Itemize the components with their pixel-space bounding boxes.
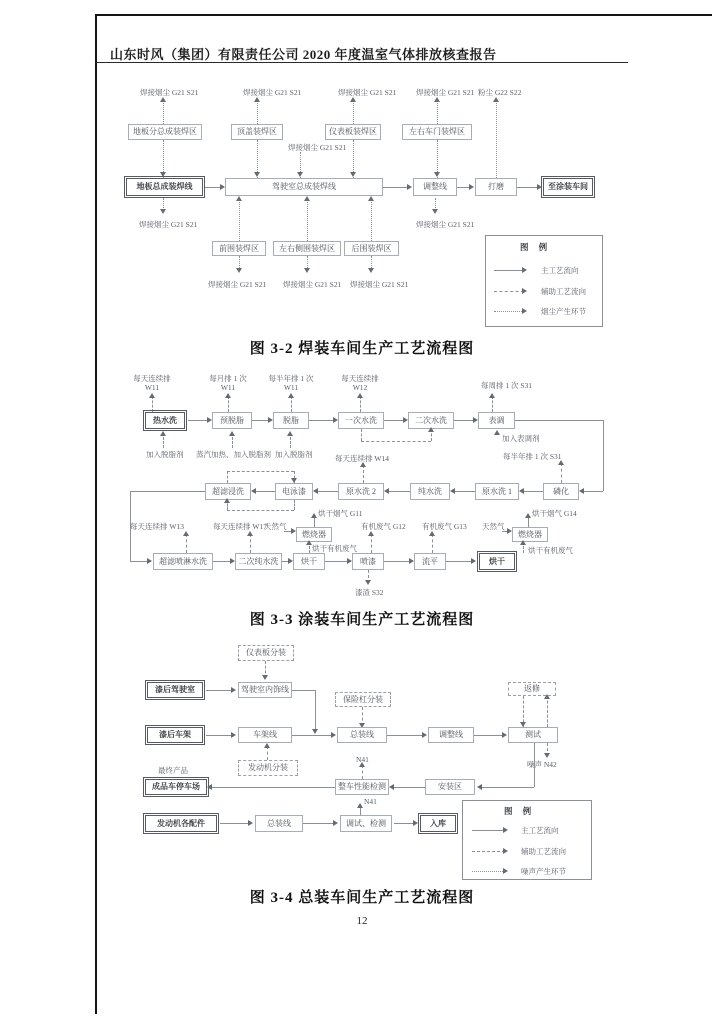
arrowhead	[347, 558, 352, 564]
discharge-label: 每周排 1 次 S31	[481, 381, 533, 390]
arrowhead	[493, 97, 499, 102]
arrowhead	[231, 732, 236, 738]
process-box-start: 热水洗	[145, 412, 185, 429]
arrowhead	[579, 488, 584, 494]
flow-line	[152, 396, 153, 412]
arrowhead	[413, 820, 418, 826]
process-box: 地板分总成装焊区	[128, 124, 202, 140]
arrowhead	[450, 488, 455, 494]
flow-line	[255, 491, 275, 492]
figure-caption: 图 3-3 涂装车间生产工艺流程图	[249, 612, 475, 628]
process-box: 整车性能检测	[335, 779, 389, 795]
emission-label: 粉尘 G22 S22	[478, 88, 522, 97]
flow-line	[561, 463, 562, 483]
process-box-end: 成品车停车场	[145, 779, 207, 795]
emission-label: 焊接烟尘 G21 S21	[208, 280, 267, 289]
process-box: 调整线	[413, 178, 457, 196]
process-box-start: 发动机各配件	[145, 815, 217, 832]
discharge-label-line2: W12	[352, 383, 368, 392]
process-box-start: 地板总成装焊线	[126, 178, 203, 196]
flow-line	[220, 823, 249, 824]
page-number: 12	[356, 915, 368, 927]
flow-line	[205, 187, 221, 188]
process-box-end: 烘干	[479, 553, 515, 570]
arrowhead	[368, 531, 374, 536]
discharge-label	[263, 374, 319, 392]
subassembly-box: 仪表板分装	[238, 645, 294, 661]
arrowhead	[288, 558, 293, 564]
fuel-label: 天然气	[482, 522, 505, 531]
arrowhead	[428, 427, 434, 432]
emission-label: 焊接烟尘 G21 S21	[243, 88, 302, 97]
flow-line	[227, 510, 294, 511]
flow-line	[325, 561, 348, 562]
arrowhead	[360, 462, 366, 467]
flow-line	[362, 765, 363, 779]
flow-line	[353, 100, 354, 124]
flow-line	[387, 735, 424, 736]
process-box: 纯水洗	[410, 483, 450, 500]
emission-label: 焊接烟尘 G21 S21	[140, 88, 199, 97]
flow-line	[492, 396, 493, 412]
flow-line	[317, 491, 338, 492]
process-box: 原水洗 1	[475, 483, 519, 500]
process-box-end: 入库	[420, 815, 456, 832]
arrowhead	[247, 531, 253, 536]
process-box: 前围装焊区	[212, 241, 266, 256]
flow-line	[252, 420, 269, 421]
legend-line-solid	[494, 270, 524, 271]
emission-label: 焊接烟尘 G21 S21	[338, 88, 397, 97]
process-box: 调试、检测	[340, 815, 392, 832]
additive-note: 蒸汽加热、加入脱脂剂	[196, 450, 271, 459]
arrowhead	[494, 430, 500, 435]
flow-line	[188, 420, 208, 421]
arrowhead	[333, 820, 338, 826]
arrowhead	[304, 196, 310, 201]
arrowhead	[313, 488, 318, 494]
process-box: 总装线	[337, 727, 387, 743]
legend-item: 噪声产生环节	[521, 867, 566, 876]
emission-label: 焊接烟尘 G21 S21	[350, 280, 409, 289]
arrowhead	[384, 488, 389, 494]
process-box: 安装区	[425, 779, 475, 795]
arrowhead	[254, 172, 260, 177]
arrowhead	[409, 558, 414, 564]
discharge-label: 每天连续排 W14	[335, 454, 389, 463]
arrowhead	[525, 513, 531, 518]
arrowhead	[149, 393, 155, 398]
flow-line	[534, 743, 535, 787]
arrowhead	[403, 417, 408, 423]
flow-line	[186, 534, 187, 553]
arrowhead	[229, 431, 235, 436]
legend-line-dotted	[472, 871, 505, 872]
noise-label: N41	[356, 755, 369, 764]
arrowhead	[160, 209, 166, 214]
fuel-label: 天然气	[264, 522, 287, 531]
arrowhead	[357, 803, 363, 808]
flow-line	[523, 491, 543, 492]
flow-line	[206, 690, 232, 691]
flow-line	[432, 534, 433, 553]
arrowhead	[359, 762, 365, 767]
process-box: 后围装焊区	[344, 241, 399, 256]
flow-line	[227, 471, 228, 483]
flow-line	[307, 198, 308, 241]
discharge-label-line2: W11	[144, 383, 160, 392]
additive-note: 加入脱脂剂	[146, 450, 184, 459]
flow-line	[371, 534, 372, 553]
flow-line	[292, 690, 315, 691]
arrowhead	[432, 209, 438, 214]
process-box: 预脱脂	[212, 412, 252, 429]
emission-label: 烘干烟气 G11	[318, 509, 363, 518]
flow-line	[213, 561, 231, 562]
process-box: 超滤喷淋水洗	[153, 553, 213, 570]
header-rule	[95, 62, 628, 63]
legend-item: 主工艺流向	[521, 826, 559, 835]
arrowhead	[422, 732, 427, 738]
arrowhead	[230, 558, 235, 564]
flow-line	[309, 420, 334, 421]
process-box: 一次水洗	[338, 412, 384, 429]
flow-line	[361, 441, 431, 442]
process-box: 原水洗 2	[338, 483, 384, 500]
arrowhead	[160, 172, 166, 177]
legend-item: 辅助工艺流向	[521, 847, 566, 856]
process-box: 二次水洗	[408, 412, 454, 429]
arrowhead	[519, 488, 524, 494]
process-box: 流平	[414, 553, 446, 570]
flow-line	[517, 187, 539, 188]
discharge-label-line1: 每天连续排	[133, 374, 171, 383]
arrowhead	[236, 196, 242, 201]
flow-line	[292, 735, 333, 736]
arrowhead	[160, 431, 166, 436]
arrowhead	[333, 417, 338, 423]
emission-label: 焊接烟尘 G21 S21	[416, 88, 475, 97]
discharge-label: 每天连续排 W17	[213, 522, 267, 531]
arrowhead	[264, 743, 270, 748]
discharge-label-line2: W11	[220, 383, 236, 392]
flow-line	[474, 735, 504, 736]
flow-line	[206, 735, 232, 736]
arrowhead	[522, 288, 527, 294]
legend-line-dotted	[494, 311, 524, 312]
discharge-label-line2: W11	[283, 383, 299, 392]
arrowhead	[471, 558, 476, 564]
arrowhead	[469, 184, 474, 190]
flow-line	[388, 491, 410, 492]
arrowhead	[287, 431, 293, 436]
arrowhead	[331, 732, 336, 738]
arrowhead	[220, 184, 225, 190]
process-box: 脱脂	[273, 412, 309, 429]
emission-label: 焊接烟尘 G21 S21	[416, 220, 475, 229]
report-header: 山东时风（集团）有限责任公司 2020 年度温室气体排放核查报告	[110, 47, 497, 62]
flow-line	[239, 198, 240, 241]
discharge-label: 每半年排 1 次 S31	[503, 452, 562, 461]
process-box: 驾驶室内饰线	[238, 682, 292, 698]
discharge-label	[332, 374, 388, 392]
arrowhead	[520, 540, 526, 545]
emission-label: 焊接烟尘 G21 S21	[288, 143, 347, 152]
flow-line	[454, 420, 474, 421]
process-box: 烘干	[293, 553, 325, 570]
process-box: 左右侧围装焊区	[273, 241, 341, 256]
process-box: 打磨	[475, 178, 517, 196]
process-box: 磷化	[543, 483, 579, 500]
flow-line	[257, 100, 258, 124]
process-box: 调整线	[428, 727, 474, 743]
arrowhead	[503, 827, 508, 833]
arrowhead	[231, 687, 236, 693]
emission-label: 焊接烟尘 G21 S21	[139, 220, 198, 229]
arrowhead	[160, 97, 166, 102]
page-frame-top	[95, 14, 712, 16]
flow-line	[363, 465, 364, 483]
arrowhead	[407, 184, 412, 190]
subassembly-box: 发动机分装	[238, 760, 298, 776]
arrowhead	[251, 488, 256, 494]
flow-line	[267, 746, 268, 760]
process-box: 测试	[508, 727, 558, 743]
flow-line	[315, 690, 316, 732]
arrowhead	[262, 675, 268, 680]
legend-item: 烟尘产生环节	[541, 307, 586, 316]
arrowhead	[477, 784, 482, 790]
flow-line	[383, 187, 409, 188]
arrowhead	[306, 540, 312, 545]
arrowhead	[225, 393, 231, 398]
legend-line-dashed	[494, 291, 524, 292]
flow-line	[446, 561, 473, 562]
arrowhead	[224, 498, 230, 503]
flow-line	[394, 823, 415, 824]
emission-label: 烘干有机废气	[312, 544, 357, 553]
legend-item: 主工艺流向	[541, 266, 579, 275]
discharge-label-line1: 每月排 1 次	[209, 374, 247, 383]
rework-box: 返修	[508, 682, 556, 696]
waste-label: 漆渣 S32	[355, 588, 384, 597]
process-box: 左右车门装焊区	[402, 124, 472, 140]
process-box-end: 至涂装车间	[543, 178, 593, 196]
flow-line	[360, 396, 361, 412]
process-box: 车架线	[238, 727, 292, 743]
process-box: 总装线	[255, 815, 303, 832]
arrowhead	[312, 729, 318, 734]
flow-line	[228, 396, 229, 412]
flow-line	[603, 420, 604, 491]
flow-line	[437, 100, 438, 124]
arrowhead	[297, 172, 303, 177]
flow-line	[393, 787, 425, 788]
emission-label: 有机废气 G12	[361, 522, 406, 531]
noise-label: N41	[364, 797, 377, 806]
noise-label: 噪声 N42	[527, 760, 557, 769]
flow-line	[384, 561, 410, 562]
process-box-start: 漆后车架	[147, 727, 203, 743]
emission-label: 烘干烟气 G14	[532, 509, 577, 518]
arrowhead	[434, 97, 440, 102]
arrowhead	[537, 184, 542, 190]
flow-line	[583, 491, 603, 492]
arrowhead	[147, 558, 152, 564]
flow-line	[130, 491, 205, 492]
flow-line	[361, 429, 362, 441]
arrowhead	[207, 784, 212, 790]
arrowhead	[434, 172, 440, 177]
process-box-start: 漆后驾驶室	[147, 682, 203, 698]
emission-label: 焊接烟尘 G21 S21	[283, 280, 342, 289]
legend-title: 图 例	[520, 242, 552, 252]
arrowhead	[365, 580, 371, 585]
arrowhead	[544, 694, 550, 699]
discharge-label	[200, 374, 256, 392]
process-box: 仪表板装焊区	[325, 124, 381, 140]
arrowhead	[207, 417, 212, 423]
arrowhead	[304, 268, 310, 273]
burner-box: 燃烧器	[296, 527, 332, 542]
arrowhead	[502, 732, 507, 738]
legend-item: 辅助工艺流向	[541, 287, 586, 296]
arrowhead	[350, 172, 356, 177]
flow-line	[384, 420, 404, 421]
process-box: 二次纯水洗	[235, 553, 282, 570]
flow-line	[515, 420, 603, 421]
subassembly-box: 保险杠分装	[335, 692, 391, 707]
flow-line	[227, 471, 294, 472]
arrowhead	[368, 196, 374, 201]
arrowhead	[522, 267, 527, 273]
arrowhead	[288, 393, 294, 398]
flow-line	[163, 100, 164, 124]
process-box: 超滤浸洗	[205, 483, 251, 500]
arrowhead	[357, 393, 363, 398]
arrowhead	[473, 417, 478, 423]
legend-line-dashed	[472, 851, 505, 852]
flow-line	[211, 787, 335, 788]
process-box: 表调	[478, 412, 515, 429]
arrowhead	[558, 460, 564, 465]
discharge-label: 每天连续排 W13	[130, 522, 184, 531]
process-box: 电泳漆	[275, 483, 313, 500]
flow-line	[294, 500, 295, 510]
process-box: 喷漆	[352, 553, 384, 570]
page-frame-left	[95, 14, 97, 1014]
additive-note: 加入脱脂剂	[275, 450, 313, 459]
flow-line	[481, 787, 534, 788]
arrowhead	[254, 97, 260, 102]
additive-note: 加入表调剂	[502, 434, 540, 443]
arrowhead	[489, 393, 495, 398]
process-box: 顶盖装焊区	[231, 124, 283, 140]
arrowhead	[350, 97, 356, 102]
arrowhead	[291, 478, 297, 483]
discharge-label-line1: 每天连续排	[341, 374, 379, 383]
figure-caption: 图 3-4 总装车间生产工艺流程图	[249, 890, 475, 906]
arrowhead	[522, 308, 527, 314]
arrowhead	[503, 868, 508, 874]
process-box: 驾驶室总成装焊线	[225, 178, 383, 196]
arrowhead	[236, 268, 242, 273]
emission-label: 烘干有机废气	[528, 546, 573, 555]
arrowhead	[311, 513, 317, 518]
flow-line	[303, 823, 335, 824]
arrowhead	[248, 820, 253, 826]
discharge-label	[124, 374, 180, 392]
arrowhead	[368, 268, 374, 273]
arrowhead	[544, 753, 550, 758]
arrowhead	[429, 531, 435, 536]
discharge-label-line1: 每半年排 1 次	[268, 374, 314, 383]
figure-caption: 图 3-2 焊装车间生产工艺流程图	[249, 341, 475, 357]
arrowhead	[183, 531, 189, 536]
flow-line	[291, 396, 292, 412]
final-product-label: 最终产品	[158, 766, 188, 775]
flow-line	[496, 100, 497, 178]
burner-box: 燃烧器	[512, 527, 548, 542]
flow-line	[454, 491, 475, 492]
flow-line	[547, 696, 548, 727]
arrowhead	[268, 417, 273, 423]
flow-line	[250, 534, 251, 553]
arrowhead	[389, 784, 394, 790]
emission-label: 有机废气 G13	[422, 522, 467, 531]
legend-title: 图 例	[504, 806, 536, 816]
flow-line	[371, 198, 372, 241]
legend-line-solid	[472, 830, 505, 831]
arrowhead	[503, 848, 508, 854]
